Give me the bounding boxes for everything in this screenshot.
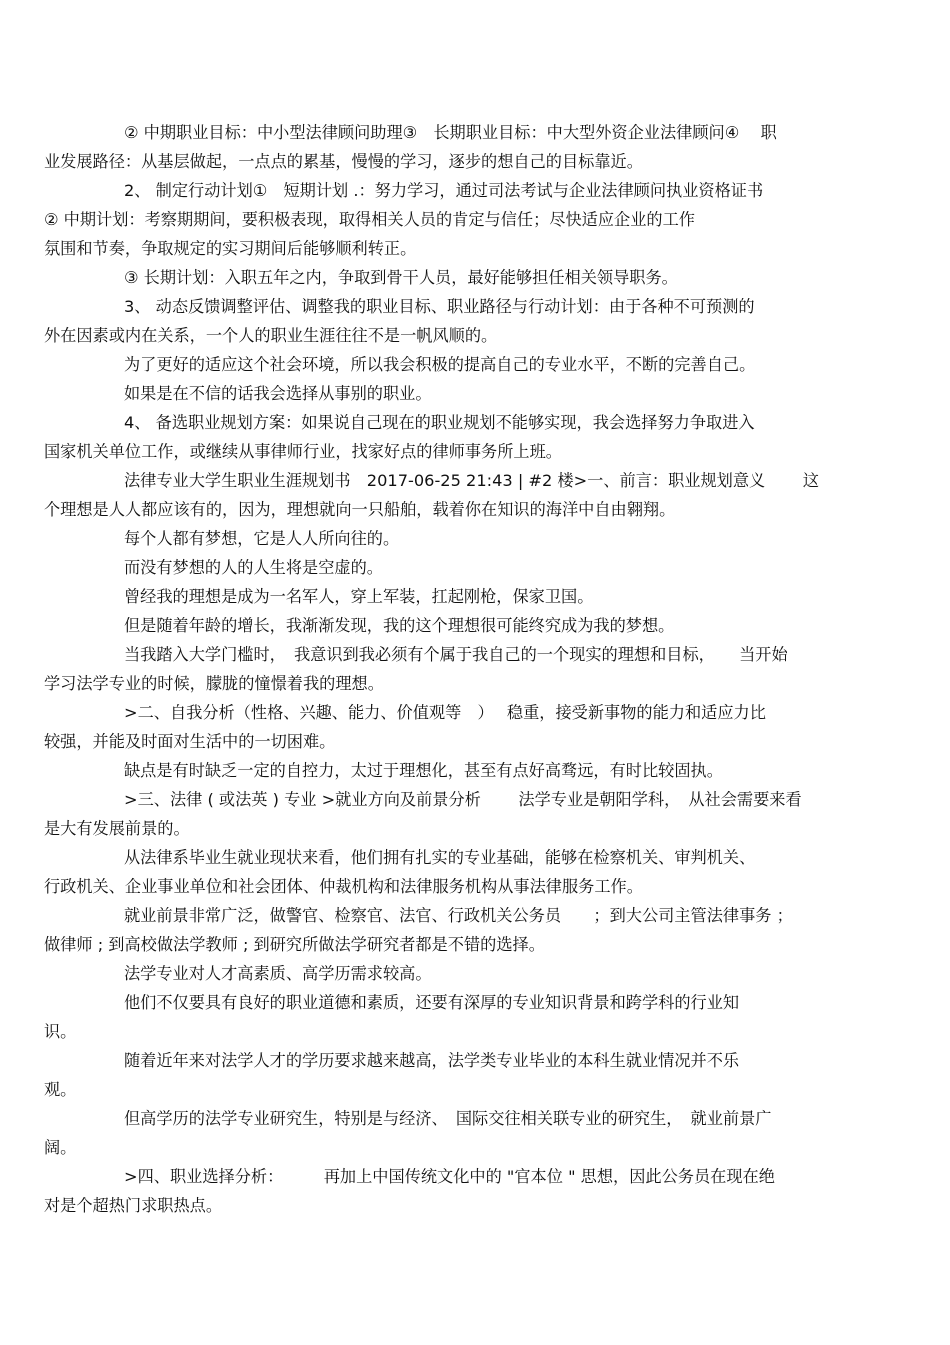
paragraph-line: ③ 长期计划：入职五年之内，争取到骨干人员，最好能够担任相关领导职务。 bbox=[124, 268, 678, 287]
paragraph bbox=[44, 118, 868, 176]
paragraph-line: 每个人都有梦想，它是人人所向往的。 bbox=[124, 529, 400, 548]
paragraph-line: 3、 动态反馈调整评估、调整我的职业目标、职业路径与行动计划：由于各种不可预测的 bbox=[124, 297, 755, 316]
paragraph bbox=[44, 408, 868, 466]
paragraph bbox=[44, 1162, 868, 1220]
paragraph-line: 为了更好的适应这个社会环境，所以我会积极的提高自己的专业水平，不断的完善自己。 bbox=[124, 355, 756, 374]
paragraph-line: ② 中期职业目标：中小型法律顾问助理③ 长期职业目标：中大型外资企业法律顾问④ 职 bbox=[124, 123, 777, 142]
paragraph-line: 如果是在不信的话我会选择从事别的职业。 bbox=[124, 384, 432, 403]
paragraph-line: 法学专业对人才高素质、高学历需求较高。 bbox=[124, 964, 432, 983]
paragraph-line: 对是个超热门求职热点。 bbox=[44, 1196, 223, 1215]
paragraph-line: 国家机关单位工作，或继续从事律师行业，找家好点的律师事务所上班。 bbox=[44, 442, 562, 461]
paragraph-line: 4、 备选职业规划方案：如果说自己现在的职业规划不能够实现，我会选择努力争取进入 bbox=[124, 413, 755, 432]
paragraph-line: 氛围和节奏，争取规定的实习期间后能够顺利转正。 bbox=[44, 239, 417, 258]
paragraph bbox=[44, 785, 868, 843]
paragraph-line: 做律师 ; 到高校做法学教师 ; 到研究所做法学研究者都是不错的选择。 bbox=[44, 935, 545, 954]
paragraph bbox=[84, 263, 868, 292]
paragraph bbox=[44, 1046, 868, 1104]
paragraph-line: >二、自我分析（性格、兴趣、能力、价值观等 ） 稳重，接受新事物的能力和适应力比 bbox=[124, 703, 766, 722]
paragraph-line: 阔。 bbox=[44, 1138, 77, 1157]
paragraph bbox=[44, 640, 868, 698]
paragraph-line: 是大有发展前景的。 bbox=[44, 819, 190, 838]
paragraph-line: 2、 制定行动计划① 短期计划 .：努力学习，通过司法考试与企业法律顾问执业资格证书 bbox=[124, 181, 764, 200]
paragraph-line: 观。 bbox=[44, 1080, 77, 1099]
paragraph bbox=[44, 466, 868, 524]
paragraph-line: 识。 bbox=[44, 1022, 77, 1041]
paragraph bbox=[84, 350, 868, 379]
paragraph bbox=[84, 611, 868, 640]
paragraph-line: 缺点是有时缺乏一定的自控力，太过于理想化，甚至有点好高骛远，有时比较固执。 bbox=[124, 761, 723, 780]
paragraph bbox=[84, 756, 868, 785]
paragraph-line: 曾经我的理想是成为一名军人，穿上军装，扛起刚枪，保家卫国。 bbox=[124, 587, 594, 606]
paragraph-line: 他们不仅要具有良好的职业道德和素质，还要有深厚的专业知识背景和跨学科的行业知 bbox=[124, 993, 740, 1012]
paragraph-line: 行政机关、企业事业单位和社会团体、仲裁机构和法律服务机构从事法律服务工作。 bbox=[44, 877, 643, 896]
paragraph bbox=[44, 698, 868, 756]
paragraph-line: 从法律系毕业生就业现状来看，他们拥有扎实的专业基础，能够在检察机关、审判机关、 bbox=[124, 848, 756, 867]
paragraph-line: 但是随着年龄的增长，我渐渐发现，我的这个理想很可能终究成为我的梦想。 bbox=[124, 616, 675, 635]
paragraph-line: 业发展路径：从基层做起，一点点的累基，慢慢的学习，逐步的想自己的目标靠近。 bbox=[44, 152, 643, 171]
paragraph bbox=[84, 959, 868, 988]
paragraph bbox=[44, 1104, 868, 1162]
paragraph bbox=[44, 901, 868, 959]
paragraph-line: ② 中期计划：考察期期间，要积极表现，取得相关人员的肯定与信任；尽快适应企业的工作 bbox=[44, 210, 695, 229]
paragraph-line: 个理想是人人都应该有的，因为，理想就向一只船舶，载着你在知识的海洋中自由翱翔。 bbox=[44, 500, 676, 519]
paragraph bbox=[44, 292, 868, 350]
paragraph-line: 当我踏入大学门槛时， 我意识到我必须有个属于我自己的一个现实的理想和目标， 当开始 bbox=[124, 645, 788, 664]
paragraph bbox=[84, 524, 868, 553]
paragraph-line: 但高学历的法学专业研究生，特别是与经济、 国际交往相关联专业的研究生， 就业前景广 bbox=[124, 1109, 772, 1128]
paragraph-line: 法律专业大学生职业生涯规划书 2017-06-25 21:43 | #2 楼>一、前言：职业规划意义 这 bbox=[124, 471, 819, 490]
paragraph bbox=[84, 379, 868, 408]
paragraph-line: 而没有梦想的人的人生将是空虚的。 bbox=[124, 558, 383, 577]
paragraph-line: 就业前景非常广泛，做警官、检察官、法官、行政机关公务员 ；到大公司主管法律事务 ； bbox=[124, 906, 793, 925]
paragraph bbox=[84, 553, 868, 582]
paragraph-line: 较强，并能及时面对生活中的一切困难。 bbox=[44, 732, 336, 751]
paragraph-line: 学习法学专业的时候，朦胧的憧憬着我的理想。 bbox=[44, 674, 384, 693]
paragraph bbox=[44, 176, 868, 263]
document-body bbox=[44, 118, 868, 1220]
paragraph-line: >四、职业选择分析： 再加上中国传统文化中的 "官本位 " 思想，因此公务员在现在绝 bbox=[124, 1167, 775, 1186]
paragraph bbox=[44, 988, 868, 1046]
paragraph-line: 随着近年来对法学人才的学历要求越来越高，法学类专业毕业的本科生就业情况并不乐 bbox=[124, 1051, 740, 1070]
paragraph bbox=[44, 843, 868, 901]
paragraph bbox=[84, 582, 868, 611]
paragraph-line: >三、法律 ( 或法英 ) 专业 >就业方向及前景分析 法学专业是朝阳学科， 从社会需要来看 bbox=[124, 790, 802, 809]
paragraph-line: 外在因素或内在关系，一个人的职业生涯往往不是一帆风顺的。 bbox=[44, 326, 498, 345]
